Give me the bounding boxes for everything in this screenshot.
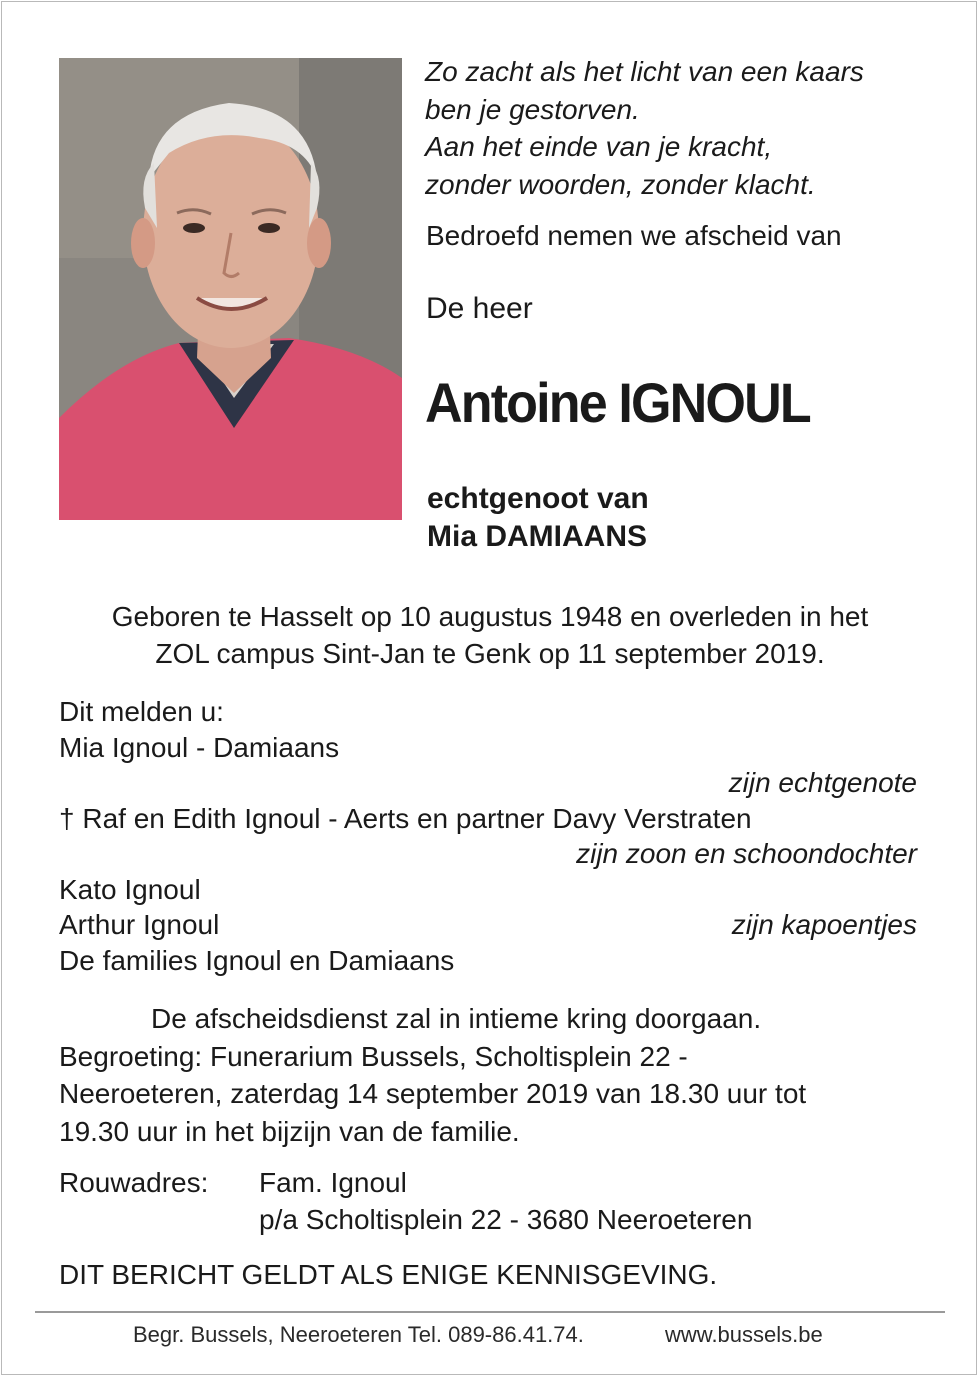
mourner-entry (59, 872, 917, 908)
footer-company: Begr. Bussels, Neeroeteren Tel. 089-86.41.74. (133, 1322, 584, 1347)
mourner-entry (59, 907, 917, 943)
mourner-name: Kato Ignoul (59, 873, 201, 905)
service-info (59, 1000, 919, 1150)
mourner-name: Mia Ignoul - Damiaans (59, 731, 340, 763)
footer-divider (35, 1311, 945, 1313)
service-line: De afscheidsdienst zal in intieme kring doorgaan. (151, 1003, 762, 1034)
title-prefix: De heer (426, 292, 533, 325)
mourner-entry (59, 765, 917, 801)
poem-line: ben je gestorven. (425, 93, 640, 125)
mourner-name: De families Ignoul en Damiaans (59, 944, 455, 976)
mourner-relation: zijn echtgenote (728, 767, 917, 798)
mourner-entry (59, 943, 917, 979)
poem-line: Zo zacht als het licht van een kaars (425, 56, 864, 87)
mourner-entry (59, 836, 917, 872)
poem-line: Aan het einde van je kracht, (425, 131, 773, 162)
notice-text: DIT BERICHT GELDT ALS ENIGE KENNISGEVING. (59, 1259, 718, 1290)
poem (425, 53, 945, 203)
born-line: ZOL campus Sint-Jan te Genk op 11 september 2019. (155, 638, 825, 669)
address-line: p/a Scholtisplein 22 - 3680 Neeroeteren (259, 1204, 753, 1235)
mourner-name: † Raf en Edith Ignoul - Aerts en partner Davy Verstraten (59, 802, 752, 834)
mourner-relation: zijn zoon en schoondochter (576, 838, 917, 869)
address-line: Fam. Ignoul (259, 1167, 407, 1198)
mourner-name: Arthur Ignoul (59, 909, 220, 940)
mourner-entry (59, 730, 917, 766)
birth-death-statement (40, 598, 940, 672)
spouse-relation: echtgenoot van (427, 482, 649, 515)
mourners-list (59, 694, 917, 978)
intro-text: Bedroefd nemen we afscheid van (426, 220, 842, 251)
deceased-name: Antoine IGNOUL (425, 371, 810, 434)
service-line: Begroeting: Funerarium Bussels, Scholtisplein 22 - (59, 1040, 688, 1072)
mourning-address (59, 1164, 752, 1238)
address-label: Rouwadres: (59, 1167, 209, 1198)
born-line: Geboren te Hasselt op 10 augustus 1948 en overleden in het (111, 601, 869, 632)
poem-line: zonder woorden, zonder klacht. (425, 168, 816, 200)
service-line: Neeroeteren, zaterdag 14 september 2019 van 18.30 uur tot (59, 1078, 807, 1109)
footer-website-link[interactable]: www.bussels.be (665, 1322, 823, 1347)
mourner-relation: zijn kapoentjes (731, 909, 917, 940)
mourner-entry (59, 801, 917, 837)
service-line: 19.30 uur in het bijzijn van de familie. (59, 1115, 520, 1147)
mourners-heading: Dit melden u: (59, 696, 224, 727)
portrait-photo (59, 58, 402, 520)
spouse-block (427, 480, 649, 556)
spouse-name: Mia DAMIAANS (427, 520, 648, 553)
